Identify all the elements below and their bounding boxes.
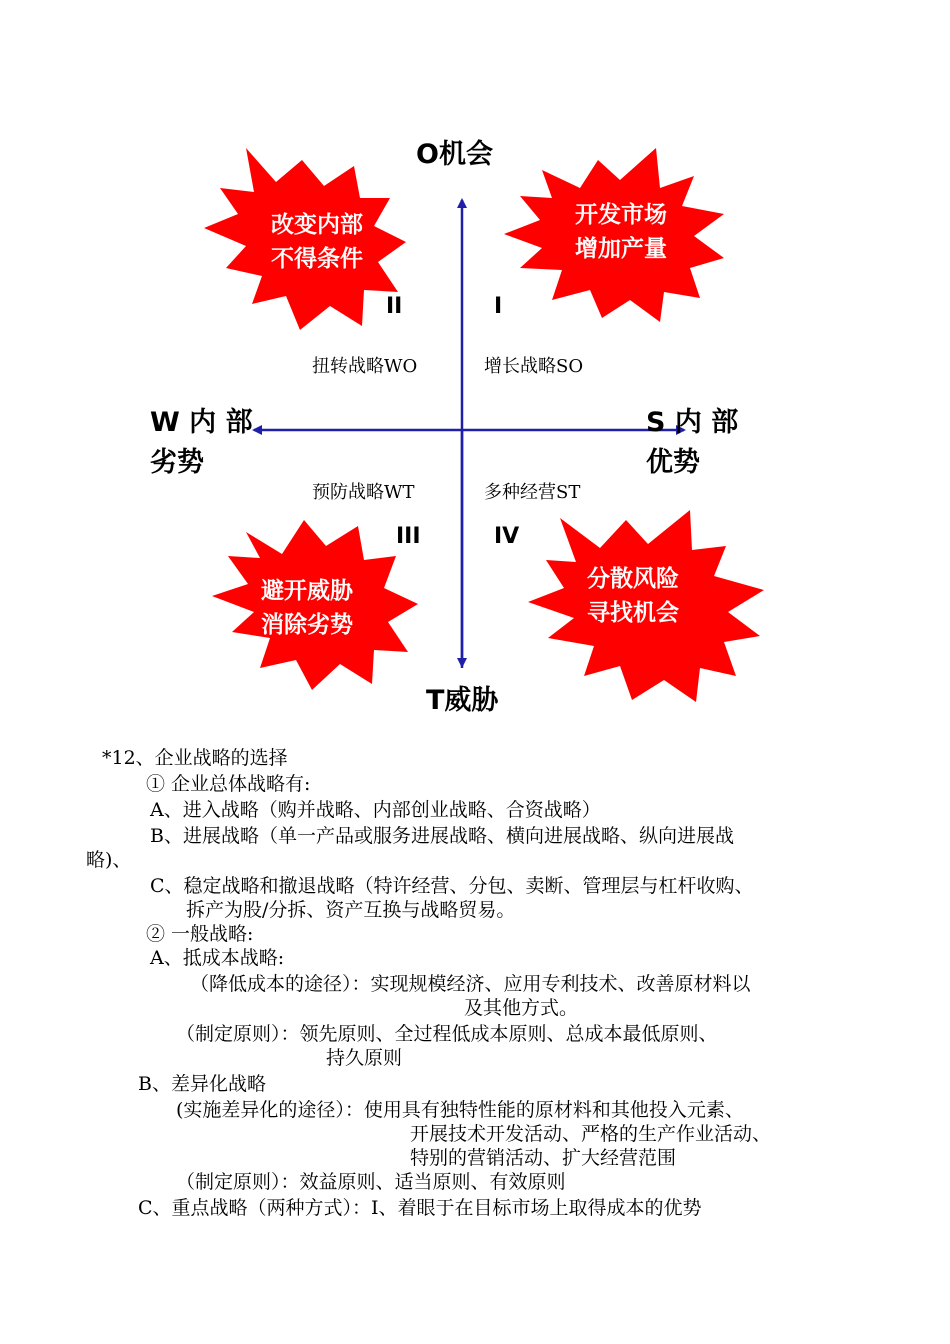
text-line-15: (实施差异化的途径）：使用具有独特性能的原材料和其他投入元素、 [176,1099,744,1121]
text-line-5: 略)、 [86,849,132,871]
burst-bl-line2: 消除劣势 [261,612,353,638]
text-line-19: C、重点战略（两种方式）：Ⅰ、着眼于在目标市场上取得成本的优势 [138,1197,702,1219]
text-line-2: ① 企业总体战略有: [146,773,311,795]
text-line-4: B、进展战略（单一产品或服务进展战略、横向进展战略、纵向进展战 [150,825,734,847]
text-line-13: 持久原则 [326,1047,403,1069]
burst-br-line1: 分散风险 [587,566,679,592]
text-line-18: （制定原则）：效益原则、适当原则、有效原则 [176,1171,566,1193]
text-line-14: B、差异化战略 [138,1073,266,1095]
text-line-8: ② 一般战略: [146,923,254,945]
strategy-wt: 预防战略WT [312,482,415,503]
burst-tl-line1: 改变内部 [271,212,363,238]
quadrant-numeral-1: I [494,294,503,319]
strategy-so: 增长战略SO [484,356,584,377]
burst-tl-line2: 不得条件 [271,246,363,272]
text-line-11: 及其他方式。 [464,997,579,1019]
axis-label-weakness-line1: W 内 部 [150,407,253,438]
axis-label-strength-line2: 优势 [646,447,700,478]
text-line-12: （制定原则）：领先原则、全过程低成本原则、总成本最低原则、 [176,1023,718,1045]
axis-label-threat: T威胁 [426,685,499,716]
burst-tr-line1: 开发市场 [575,202,667,228]
burst-bl-line1: 避开威胁 [261,578,353,604]
text-line-17: 特别的营销活动、扩大经营范围 [410,1147,677,1169]
text-line-3: A、进入战略（购并战略、内部创业战略、合资战略） [150,799,601,821]
burst-br-line2: 寻找机会 [587,600,679,626]
burst-text-bottom-right [568,562,698,630]
quadrant-numeral-4: IV [494,524,520,549]
axis-label-strength-line1: S 内 部 [646,407,739,438]
text-line-1: *12、企业战略的选择 [102,747,288,769]
axis-label-weakness-line2: 劣势 [150,447,204,478]
strategy-wo: 扭转战略WO [312,356,418,377]
strategy-st: 多种经营ST [484,482,581,503]
text-line-9: A、抵成本战略: [150,947,285,969]
text-line-10: （降低成本的途径）：实现规模经济、应用专利技术、改善原材料以 [190,973,751,995]
text-line-7: 拆产为股/分拆、资产互换与战略贸易。 [186,899,516,921]
burst-text-top-right [556,198,686,266]
quadrant-numeral-3: III [396,524,421,549]
quadrant-numeral-2: II [386,294,403,319]
burst-tr-line2: 增加产量 [575,236,667,262]
text-line-6: C、稳定战略和撤退战略（特许经营、分包、卖断、管理层与杠杆收购、 [150,875,754,897]
burst-text-top-left [252,208,382,276]
text-line-16: 开展技术开发活动、严格的生产作业活动、 [410,1123,772,1145]
axis-label-opportunity: O机会 [416,139,493,170]
burst-text-bottom-left [242,574,372,642]
